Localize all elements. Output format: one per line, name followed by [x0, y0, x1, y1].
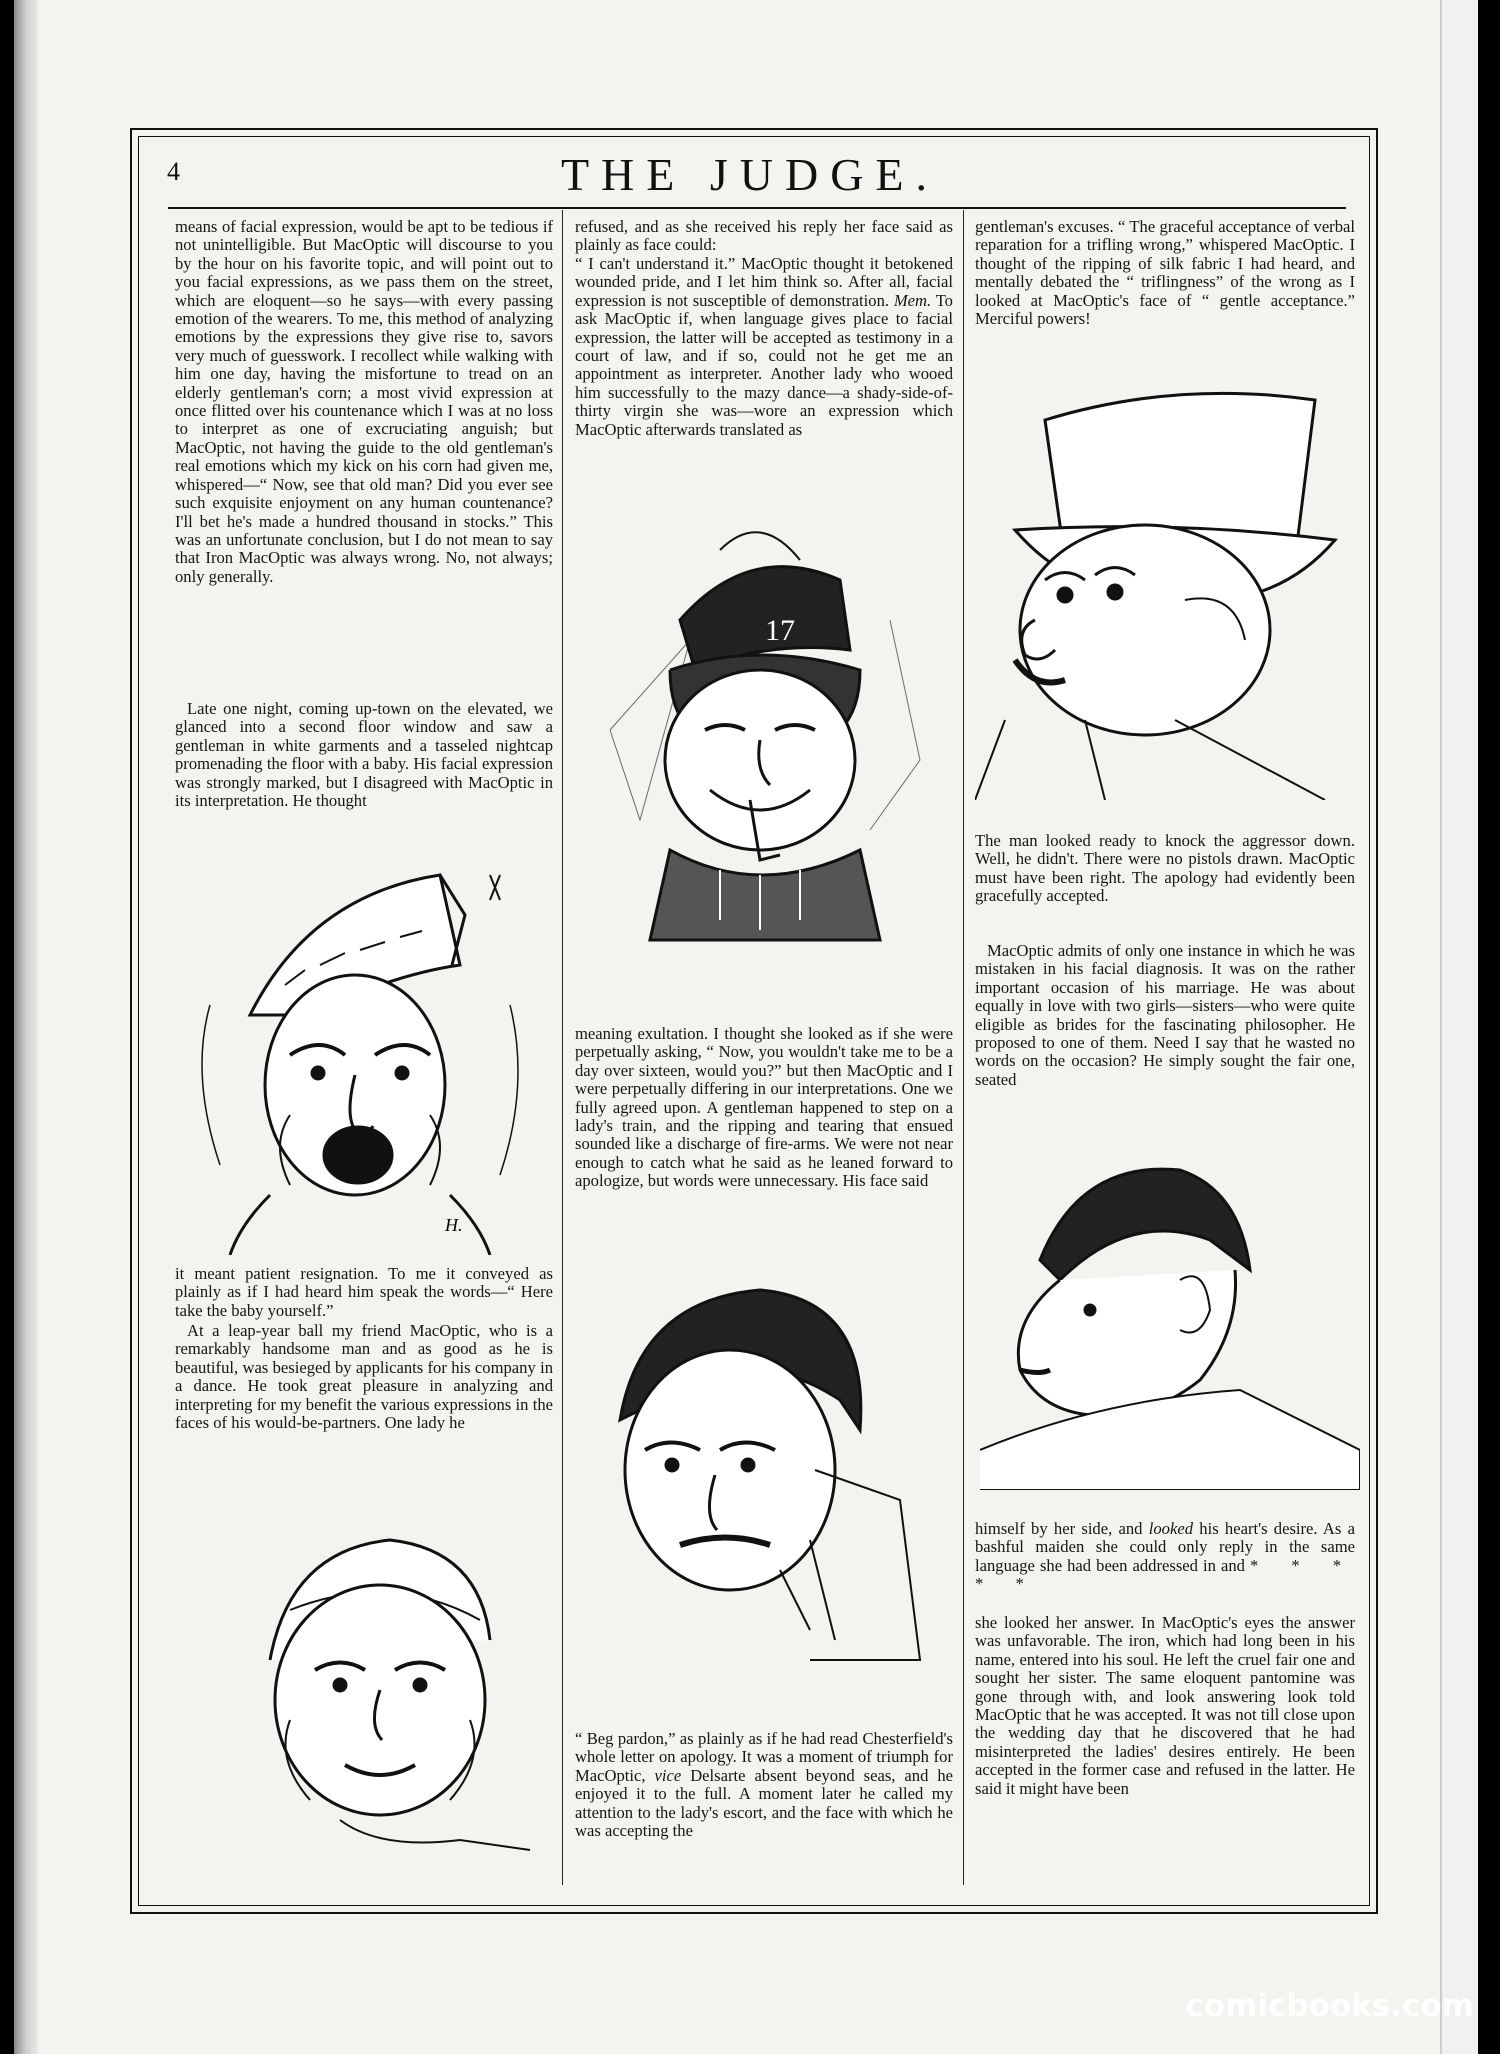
col1-paragraph-4: At a leap-year ball my friend MacOptic, who is a remarkably handsome man and as good as he is beautiful, was besieged by applicants for his company in a dance. He took great pleasure in analyzing and interpreting for my benefit the various expressions in the faces of his would-be-partners. One lady he: [175, 1321, 553, 1433]
site-watermark: comicbooks.com: [1185, 1988, 1474, 2024]
col2-paragraph-4: [575, 1730, 953, 1840]
page-spine: [14, 0, 38, 2054]
col2-paragraph-2b: To ask MacOptic if, when language gives place to facial expression, the latter will be accepted as testimony in a court of law, and if so, could not he get me an appointment as interpreter. Another lady who wooed him successfully to the mazy dance—a shady-side-of-thirty virgin she was—wore an expression which MacOptic afterwards translated as: [575, 290, 953, 439]
bonnet-lady-illustration: [600, 500, 930, 970]
page-number: 4: [167, 157, 180, 186]
column-divider-2: [963, 210, 964, 1885]
ellipsis-stars: * * * * *: [975, 1555, 1356, 1594]
col2-paragraph-3: meaning exultation. I thought she looked as if she were perpetually asking, “ Now, you wouldn't take me to be a day over sixteen, would you?” but then MacOptic and I were perpetually differing in our interpretations. One we fully agreed upon. A gentleman happened to step on a lady's train, and the ripping and tearing that ensued sounded like a discharge of fire-arms. We were not near enough to catch what he said as he leaned forward to apologize, but words were unnecessary. His face said: [575, 1024, 953, 1191]
col1-paragraph-1: means of facial expression, would be apt to be tedious if not unintelligible. But MacOptic will discourse to you by the hour on his favorite topic, and will point out to you facial expressions, as we pass them on the street, which are eloquent—so he says—with every passing emotion of the wearers. To me, this method of analyzing emotions by the expressions they give rise to, savors very much of guesswork. I recollect while walking with him one day, having the misfortune to tread on an elderly gentleman's corn; a most vivid expression at once flitted over his countenance which I was at no loss to interpret as one of excruciating anguish; but MacOptic, not having the guide to the old gentleman's real emotions which my kick on his corn had given me, whispered—“ Now, see that old man? Did you ever see such exquisite enjoyment on any human countenance? I'll bet he's made a hundred thousand in stocks.” This was an unfortunate conclusion, but I do not mean to say that Iron MacOptic was always wrong. No, not always; only generally.: [175, 217, 553, 586]
next-page-edge: [1440, 0, 1478, 2054]
col3-paragraph-1: gentleman's excuses. “ The graceful acceptance of verbal reparation for a trifling wrong,” whispered MacOptic. I thought of the ripping of silk fabric I had heard, and mentally debated the “ triflingness” of the wrong as I looked at MacOptic's face of “ gentle acceptance.” Merciful powers!: [975, 217, 1355, 329]
col3-paragraph-4: [975, 1520, 1355, 1594]
old-lady-illustration: [230, 1520, 540, 1860]
masthead-rule: [168, 207, 1346, 209]
mem-italic: Mem.: [893, 290, 932, 310]
looked-italic: looked: [1148, 1519, 1193, 1538]
profile-man-illustration: [980, 1150, 1360, 1490]
col2-paragraph-4a: “ Beg pardon,” as plainly as if he had read Chesterfield's whole letter on apology. It was a moment of triumph for MacOptic,: [575, 1729, 953, 1785]
col2-paragraph-2a: “ I can't understand it.” MacOptic thought it betokened wounded pride, and I let him think so. After all, facial expression is not susceptible of demonstration.: [575, 254, 953, 310]
vice-italic: vice: [654, 1765, 682, 1785]
col2-paragraph-4b: Delsarte absent beyond seas, and he enjoyed it to the full. A moment later he called my attention to the lady's escort, and the face with which he was accepting the: [575, 1765, 953, 1841]
top-hat-man-illustration: [975, 380, 1355, 800]
young-man-illustration: [600, 1280, 930, 1680]
bonnet-number: 17: [765, 614, 795, 647]
col3-paragraph-5: she looked her answer. In MacOptic's eyes the answer was unfavorable. The iron, which had long been in his name, entered into his soul. He left the cruel fair one and sought her sister. The same eloquent pantomine was gone through with, and look answering look told MacOptic that he was accepted. It was not till close upon the wedding day that he discovered that he had misinterpreted the ladies' desires entirely. He been accepted in the former case and refused in the latter. He said it might have been: [975, 1613, 1355, 1798]
col2-paragraph-1: refused, and as she received his reply her face said as plainly as face could:: [575, 217, 953, 255]
nightcap-man-illustration: [190, 855, 540, 1255]
col2-paragraph-2: [575, 255, 953, 439]
column-divider-1: [562, 210, 563, 1885]
col3-paragraph-4a: himself by her side, and: [975, 1519, 1143, 1538]
col3-paragraph-3: MacOptic admits of only one instance in which he was mistaken in his facial diagnosis. It was on the rather important occasion of his marriage. He was about equally in love with two girls—sisters—who were quite eligible as brides for the fascinating philosopher. He proposed to one of them. Need I say that he wasted no words on the occasion? He simply sought the fair one, seated: [975, 941, 1355, 1089]
signature-text: H.: [445, 1215, 463, 1235]
masthead-title: THE JUDGE.: [560, 149, 940, 200]
col1-paragraph-3: it meant patient resignation. To me it conveyed as plainly as if I had heard him speak the words—“ Here take the baby yourself.”: [175, 1264, 553, 1320]
col3-paragraph-4b: his heart's desire. As a bashful maiden she could only reply in the same language she had been addressed in and: [975, 1519, 1355, 1575]
col1-paragraph-2: Late one night, coming up-town on the elevated, we glanced into a second floor window and saw a gentleman in white garments and a tasseled nightcap promenading the floor with a baby. His facial expression was strongly marked, but I disagreed with MacOptic in its interpretation. He thought: [175, 699, 553, 811]
col3-paragraph-2: The man looked ready to knock the aggressor down. Well, he didn't. There were no pistols drawn. MacOptic must have been right. The apology had evidently been gracefully accepted.: [975, 831, 1355, 906]
